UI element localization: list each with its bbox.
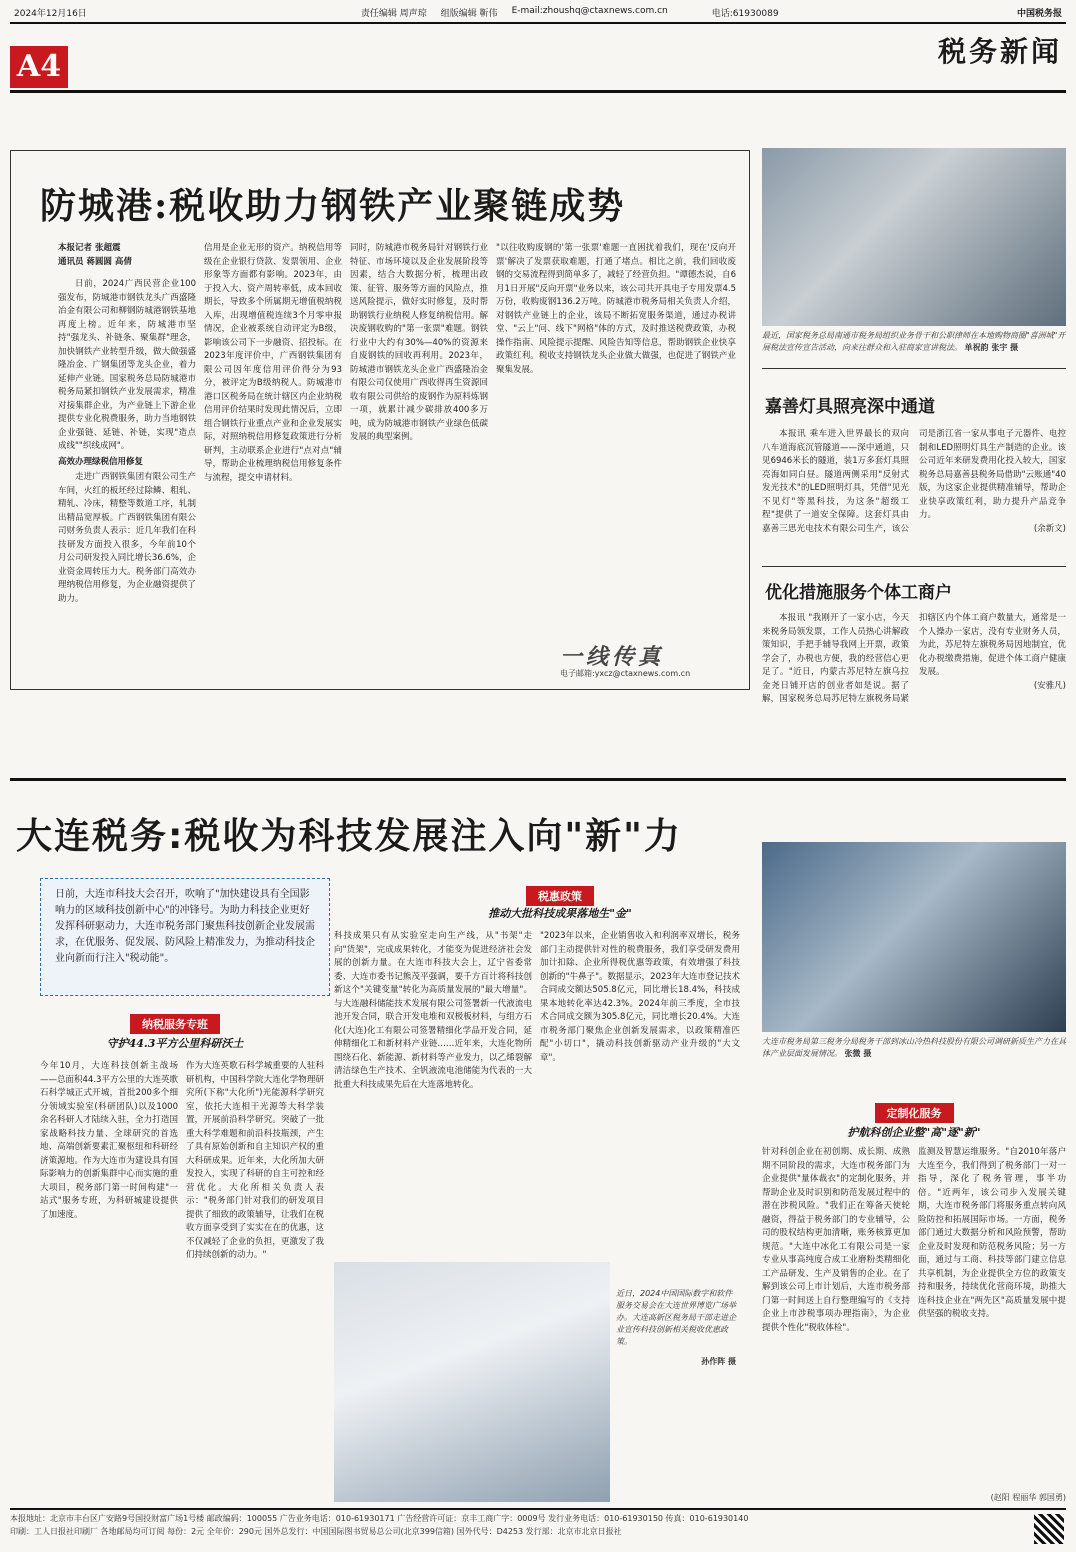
footer-line2: 印刷：工人日报社印刷厂 各地邮局均可订阅 每份：2元 全年价：290元 国外总发行：中国国际图书贸易总公司(北京399信箱) 国外代号：D4253 发行部：北京市北京日报社	[10, 1527, 622, 1536]
section-rule	[10, 90, 1066, 93]
divider	[762, 368, 1066, 369]
editor: 责任编辑 周声琼	[360, 9, 427, 19]
photo2-caption: 大连市税务局第三税务分局税务干部到冰山冷热科技股份有限公司调研新质生产力在具体产业层面发展情况。 张微 摄	[762, 1037, 1066, 1058]
article4-credit: (赵阳 程丽华 郭国勇)	[990, 1493, 1066, 1502]
page-footer	[10, 1512, 1020, 1538]
tag-tax-policy: 税惠政策	[380, 885, 740, 906]
photo-expo	[334, 1262, 610, 1502]
article1-col1b-text: 走进广西钢铁集团有限公司生产车间，火红的板坯经过除鳞、粗轧、精轧、冷床，精整等数道工序，轧制出精品宽厚板。广西钢铁集团有限公司财务负责人表示：近几年我们在科技研发方面投入很多，今年前10个月公司研发投入同比增长36.6%，企业资金周转压力大。税务部门高效办理纳税信用修复，为企业融资提供了助力。	[58, 472, 196, 604]
article4-col4: "2023年以来，企业销售收入和利润率双增长，税务部门主动提供针对性的税费服务，我们享受研发费用加计扣除、企业所得税优惠等政策，有效增强了科技创新的"牛鼻子"。数据显示，2023年大连市登记技术合同成交额达505.8亿元，同比增长18.4%，科技成果本地转化率达42.3%。2024年前三季度，全市技术合同成交额为305.8亿元，同比增长20.4%。大连市税务部门聚焦企业创新发展需求，以政策精准匹配"小切口"，撬动科技创新驱动产业升级的"大文章"。	[540, 931, 740, 1063]
article1-col1-text: 日前，2024广西民营企业100强发布，防城港市钢铁龙头广西盛隆冶金有限公司和柳钢防城港钢铁基地再度上榜。近年来，防城港市坚持"强龙头、补链条、聚集群"理念，加快钢铁产业转型升级，做大做强盛隆冶金、广钢集团等龙头企业，着力延伸产业链。国家税务总局防城港市税务局紧扣钢铁产业发展需求，精准对接集群企业，为产业链上下游企业提供专业化税费服务，助力当地钢铁企业强链、延链、补链，实现"造点成线""织线成网"。	[58, 279, 196, 451]
byline-reporter: 本报记者 张超震	[58, 243, 121, 253]
article1-byline	[58, 242, 198, 269]
divider	[762, 566, 1066, 567]
email: E-mail:zhoushq@ctaxnews.com.cn	[511, 6, 668, 16]
article4-col1: 今年10月，大连科技创新主战场——总面积44.3平方公里的大连英歌石科学城正式开城，首批200多个细分领域实验室(科研团队)以及1000余名科研人才陆续入驻，全力打造国家战略科技力量、全球研究的首选地、高端创新要素汇聚枢纽和科研经济策源地。作为大连市为建设具有国际影响力的创新集群中心而实施的重大项目，税务部门第一时间构建"一站式"服务专班，为科研城建设提供了加速度。	[40, 1061, 178, 1220]
article1-col1	[58, 278, 196, 678]
paper-name: 中国税务报	[1016, 9, 1062, 19]
article4-title: 大连税务:税收为科技发展注入向"新"力	[16, 816, 682, 857]
article1-col2: 信用是企业无形的资产。纳税信用等级在企业银行贷款、发票领用、企业形象等方面都有影响。2023年，由于投入大、资产周转率低，成本回收期长，导致多个所属期无增值税纳税入库，出现增值税连续3个月零申报情况，企业被系统自动评定为B级，影响该公司下一步融资、招投标。在2023年度评价中，广西钢铁集团有限公司因年度信用评价得分为93分，被评定为B级纳税人。防城港市港口区税务局在统计辖区内企业纳税信用评价结果时发现此情况后，立即组合钢铁行业重点产业和企业发展实际，对照纳税信用修复政策进行分析研判，主动联系企业进行"点对点"辅导，帮助企业梳理纳税信用修复条件与流程，提交申请材料。	[204, 243, 342, 483]
sub-escort: 护航科创企业整"高"逐"新"	[847, 1126, 981, 1139]
article3-title: 优化措施服务个体工商户	[765, 583, 952, 603]
sub-achievement: 推动大批科技成果落地生"金"	[488, 907, 632, 920]
article4-col2: 作为大连英歌石科学城重要的人驻科研机构，中国科学院大连化学物理研究所(下称"大化所")光能源科学研究室，依托大连相干光源等大科学装置，开展前沿科学研究。突破了一批重大科学难题和前沿科技瓶颈，产生了具有原始创新和自主知识产权的重大科研成果。近年来，大化所加大研发投入，实现了科研的自主可控和经营优化。大化所相关负责人表示："税务部门针对我们的研发项目提供了细致的政策辅导，让我们在税收方面享受到了实实在在的优惠，这不仅减轻了企业的负担，更激发了我们持续创新的动力。"	[186, 1061, 324, 1260]
layout-editor: 组版编辑 靳伟	[440, 9, 498, 19]
column-signature: 一线传真	[560, 644, 665, 670]
footer-rule	[10, 1508, 1066, 1510]
page-header	[14, 6, 1062, 22]
column-email: 电子邮箱:yxcz@ctaxnews.com.cn	[560, 669, 691, 678]
tag-service-team: 纳税服务专班	[60, 1013, 290, 1034]
article1-col4: "以往收购废钢的'第一张票'难题一直困扰着我们，现在'反向开票'解决了发票获取难题，打通了堵点。相比之前，我们回收废钢的交易流程得到简单多了，减轻了经营负担。"谭德杰说，自6月1日开展"反向开票"业务以来，该公司共开具电子专用发票4.5万份，收购废钢136.2万吨。防城港市税务局相关负责人介绍，对钢铁产业链上的企业，该局不断拓宽服务渠道，通过办税讲堂、"云上"问、线下"网格"体的方式，及时推送税费政策，办税操作指南、风险提示提醒、风险告知等信息，帮助钢铁企业快享政策红利。税收支持钢铁龙头企业做大做强，也促进了钢铁产业聚集发展。	[496, 243, 736, 375]
article1-col3: 同时，防城港市税务局针对钢铁行业特征、市场环境以及企业发展阶段等因素，结合大数据分析，梳理出政策、征管、服务等方面的风险点，推送风险提示，做好实时修复，及时帮助钢铁行业纳税人修复纳税信用。解决废钢收购的"第一张票"难题。钢铁行业中大约有30%—40%的资源来自废钢铁的回收再利用。2023年，防城港市钢铁龙头企业广西盛隆冶金有限公司仅使用广西收得再生资源回收有限公司供给的废钢作为原料炼钢一项，就累计减少碳排放400多万吨，成为防城港市钢铁产业绿色低碳发展的典型案例。	[350, 243, 488, 442]
article1-title: 防城港:税收助力钢铁产业聚链成势	[40, 185, 626, 227]
header-rule	[10, 22, 1066, 24]
photo-factory-visit	[762, 842, 1066, 1032]
issue-date: 2024年12月16日	[14, 9, 87, 19]
tag-custom-service: 定制化服务	[762, 1102, 1066, 1123]
mid-rule	[10, 778, 1066, 781]
footer-line1: 本报地址：北京市丰台区广安路9号国投财富广场1号楼 邮政编码：100055 广告业务电话：010-61930171 广告经营许可证：京丰工商广字：0009号 发行业务电话：010-61930150 传真：010-61930140	[10, 1514, 749, 1523]
photo-tax-outreach	[762, 148, 1066, 326]
article4-col3: 科技成果只有从实验室走向生产线，从"书架"走向"货架"，完成成果转化，才能变为促进经济社会发展的创新力量。在大连市科技大会上，辽宁省委常委、大连市委书记熊茂平强调，要千方百计将科技创新这个"关键变量"转化为高质量发展的"最大增量"。与大连融科储能技术发展有限公司签署新一代液流电池开发合同，联合开发电堆和双极板材料，与组方石化(大连)化工有限公司签署精细化学品开发合同，延伸精细化工和新材料产业链……近年来，大连化物所围绕石化、新能源、新材料等产业发力，以乙烯裂解清洁绿色生产技术、全钒液流电池储能为代表的一大批重大科技成果先后在大连落地转化。	[334, 931, 532, 1090]
page-number: A4	[10, 46, 68, 88]
qr-code-icon	[1034, 1514, 1064, 1544]
article4-col6: 监测及智慧运维服务。"自2010年落户大连至今，我们得到了税务部门一对一指导，深化了税务管理，事半功倍。"近两年，该公司步入发展关键期，大连市税务部门将服务重点转向风险防控和拓展国际市场。一方面，税务部门通过大数据分析和风险预警，帮助企业及时发现和防范税务风险；另一方面，通过与工商、科技等部门建立信息共享机制，为企业提供全方位的政策支持和服务，持续优化营商环境，助推大连科技企业在"两先区"高质量发展中提供坚强的税收支持。	[918, 1147, 1066, 1319]
article3-body: 本报讯 "我刚开了一家小店，今天来税务局领发票，工作人员热心讲解政策知识，手把手辅导我网上开票，政策学会了，办税也方便，我的经营信心更足了。"近日，内蒙古苏尼特左旗乌拉金尧日铺开店的创业者如是说。据了解，国家税务总局苏尼特左旗税务局紧扣辖区内个体工商户数量大，通常是一个人操办一家店，没有专业财务人员，为此，苏尼特左旗税务局因地制宜，优化办税缴费措施，促进个体工商户健康发展。 (安雅凡)	[762, 613, 1066, 704]
article2-body: 本报讯 乘车进入世界最长的双向八车道海底沉管隧道——深中通道，只见6946米长的隧道，装1万多套灯具照亮海如同白昼。隧道两侧采用"反射式发光技术"的LED照明灯具，凭借"见光不见灯"等黑科技，为这条"超级工程"提供了一道安全保障。这套灯具由嘉善三思光电技术有限公司生产，该公司是浙江省一家从事电子元器件、电控制和LED照明灯具生产制造的企业。该公司近年来研发费用化投入较大，国家税务总局嘉善县税务局借助"云账通"40版，为这家企业提供精准辅导，帮助企业快享政策红利，助力提升产品竞争力。 (余新文)	[762, 429, 1066, 534]
article2-title: 嘉善灯具照亮深中通道	[765, 397, 935, 417]
photo3-caption: 近日，2024中国国际数字和软件服务交易会在大连世界博览广场举办。大连高新区税务局干部走进企业宣传科技创新相关税收优惠政策。 孙作阵 摄	[616, 1289, 736, 1366]
photo1-caption: 最近，国家税务总局南通市税务局组织业务骨干和公职律师在本地购物商圈"喜洲城"开展税法宣传宣告活动，向来往群众和入驻商家宣讲税法。 单祝韵 张宇 摄	[762, 331, 1066, 352]
article1-subhead: 高效办理绿税信用修复	[58, 456, 144, 467]
byline-correspondent: 通讯员 蒋圆圆 高倩	[58, 256, 132, 267]
article4-col5: 针对科创企业在初创期、成长期、成熟期不同阶段的需求，大连市税务部门为企业提供"量体裁衣"的定制化服务，并帮助企业及时识别和防范发展过程中的潜在涉税风险。"我们正在筹备天使轮融资，得益于税务部门的专业辅导，公司的股权结构更加清晰，账务核算更加规范。"大连中冰化工有限公司是一家专业从事高纯度合成工业磨粉类精细化工产品研发、生产及销售的企业。在了解到该公司上市计划后，大连市税务部门第一时间送上自行整理编写的《支持企业上市涉税事项办理指南》，为企业提供个性化"税收体检"。	[762, 1147, 910, 1333]
sub-research: 守护44.3平方公里科研沃土	[106, 1037, 244, 1050]
phone: 电话:61930089	[711, 9, 779, 19]
section-title: 税务新闻	[937, 35, 1062, 68]
article4-intro: 日前，大连市科技大会召开，吹响了"加快建设具有全国影响力的区域科技创新中心"的冲锋号。为助力科技企业更好发挥科研驱动力，大连市税务部门聚焦科技创新企业发展需求，在优服务、促发展、防风险上精准发力，为推动科技企业向新而行注入"税动能"。	[40, 878, 330, 996]
